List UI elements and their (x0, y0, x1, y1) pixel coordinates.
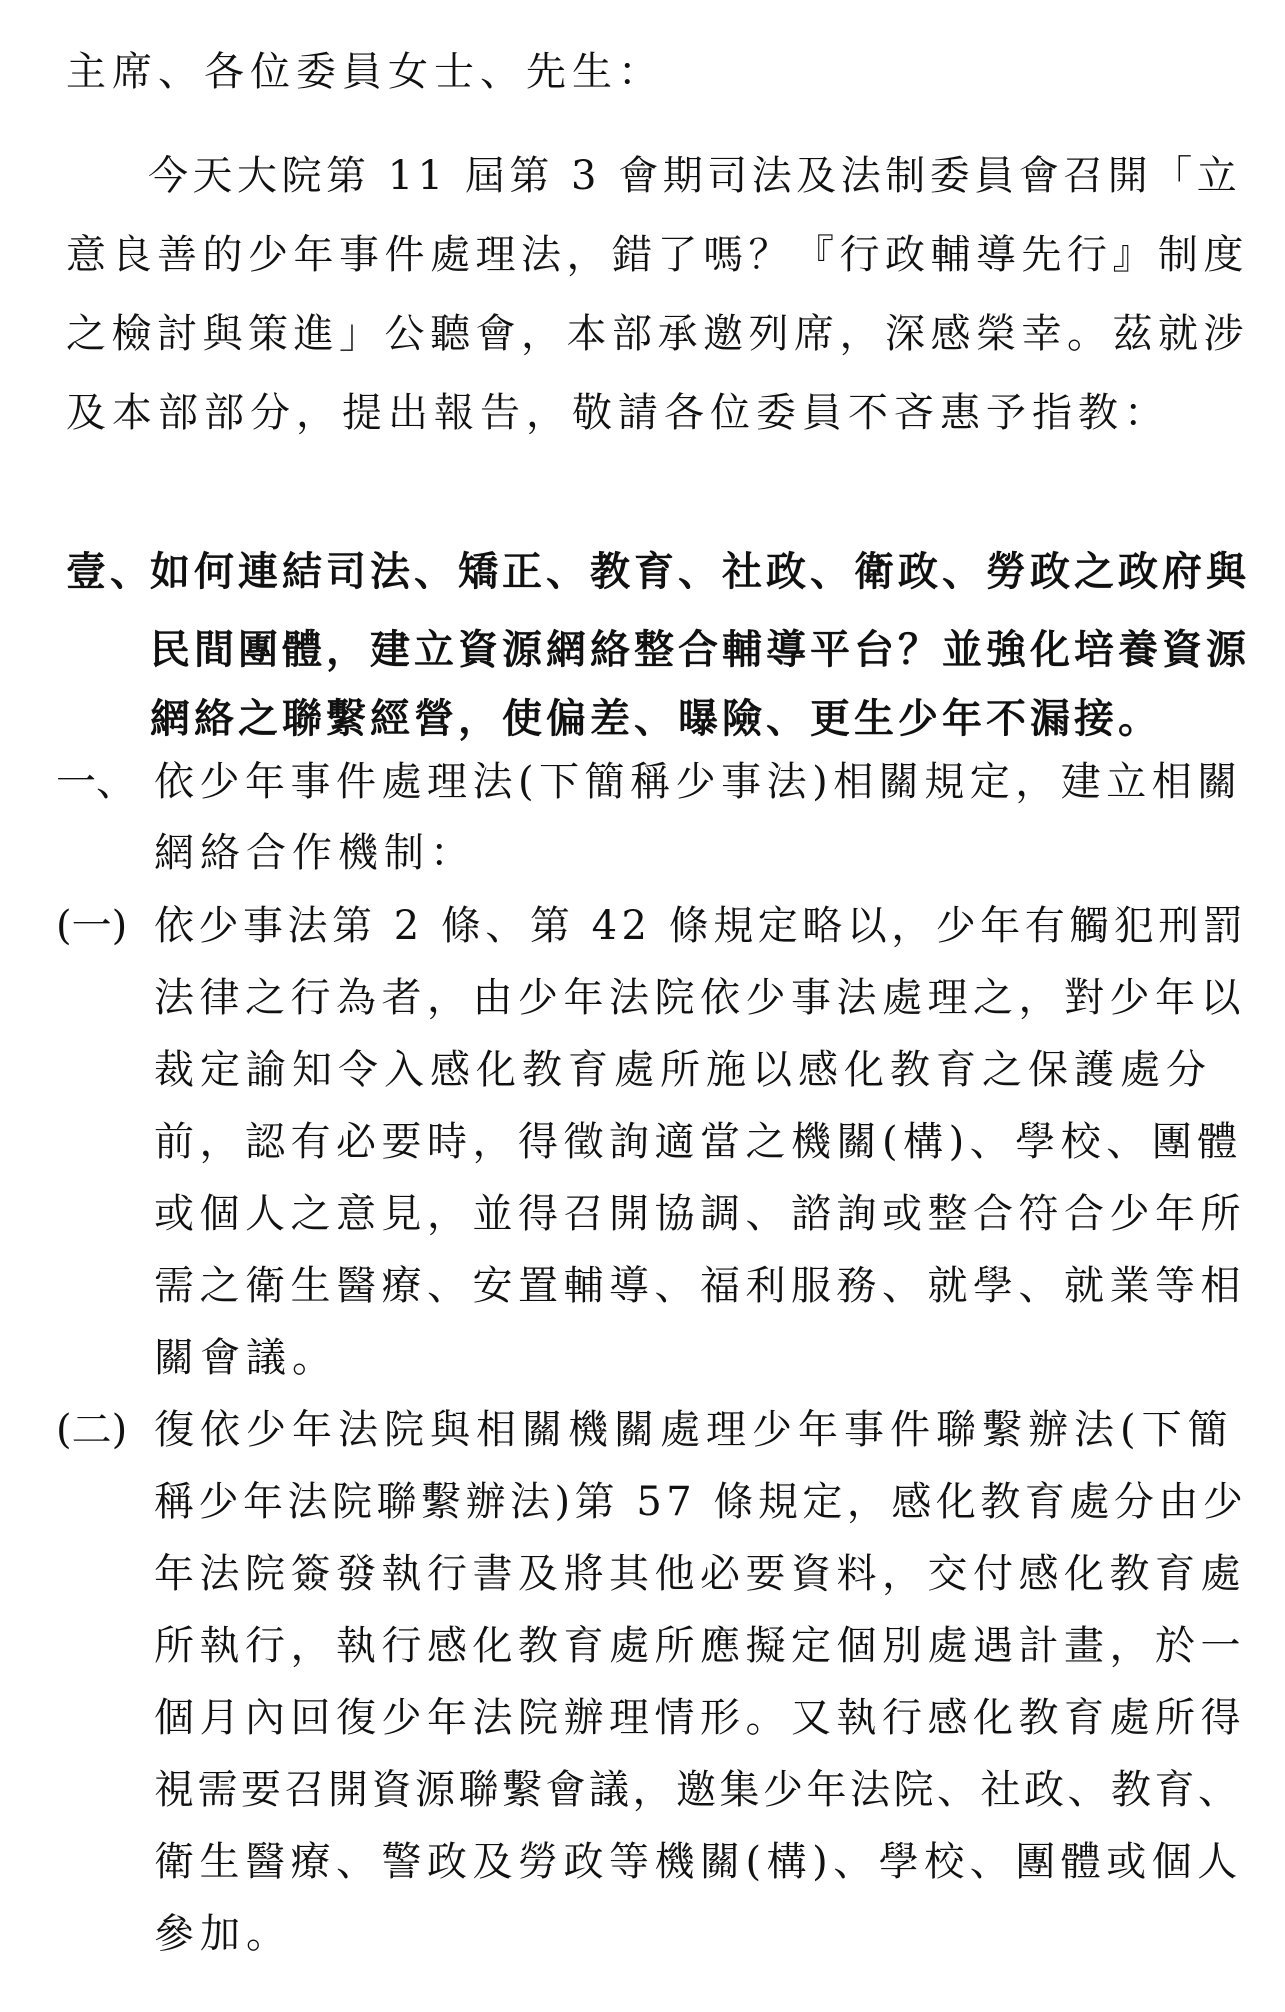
subitem-line: 復依少年法院與相關機關處理少年事件聯繫辦法(下簡 (154, 1407, 1234, 1453)
subitem-line: 需之衛生醫療、安置輔導、福利服務、就學、就業等相 (154, 1263, 1246, 1309)
intro-line: 今天大院第 11 屆第 3 會期司法及法制委員會召開「立 (148, 153, 1242, 199)
subitem-marker: (二) (56, 1407, 128, 1453)
subitem-line: 關會議。 (154, 1335, 338, 1381)
section-heading-line: 如何連結司法、矯正、教育、社政、衛政、勞政之政府與 (150, 548, 1250, 595)
subitem-line: 參加。 (154, 1911, 292, 1957)
intro-line: 意良善的少年事件處理法，錯了嗎？『行政輔導先行』制度 (66, 232, 1249, 278)
subitem-line: 衛生醫療、警政及勞政等機關(構)、學校、團體或個人 (154, 1839, 1243, 1885)
salutation: 主席、各位委員女士、先生： (66, 49, 664, 95)
subitem-line: 或個人之意見，並得召開協調、諮詢或整合符合少年所 (154, 1191, 1246, 1237)
subitem-line: 依少事法第 2 條、第 42 條規定略以，少年有觸犯刑罰 (154, 903, 1248, 949)
item-marker: 一、 (56, 759, 136, 805)
section-marker: 壹、 (66, 548, 154, 595)
section-heading-line: 網絡之聯繫經營，使偏差、曝險、更生少年不漏接。 (150, 695, 1162, 742)
item-line: 網絡合作機制： (154, 830, 476, 876)
section-heading-line: 民間團體，建立資源網絡整合輔導平台？並強化培養資源 (150, 626, 1250, 673)
subitem-line: 稱少年法院聯繫辦法)第 57 條規定，感化教育處分由少 (154, 1479, 1248, 1525)
subitem-line: 裁定諭知令入感化教育處所施以感化教育之保護處分 (154, 1047, 1212, 1093)
subitem-line: 前，認有必要時，得徵詢適當之機關(構)、學校、團體 (154, 1119, 1243, 1165)
item-line: 依少年事件處理法(下簡稱少事法)相關規定，建立相關 (154, 759, 1243, 805)
subitem-line: 視需要召開資源聯繫會議，邀集少年法院、社政、教育、 (154, 1767, 1242, 1813)
intro-line: 之檢討與策進」公聽會，本部承邀列席，深感榮幸。茲就涉 (66, 311, 1249, 357)
subitem-marker: (一) (56, 903, 128, 949)
subitem-line: 所執行，執行感化教育處所應擬定個別處遇計畫，於一 (154, 1623, 1246, 1669)
subitem-line: 個月內回復少年法院辦理情形。又執行感化教育處所得 (154, 1695, 1246, 1741)
subitem-line: 法律之行為者，由少年法院依少事法處理之，對少年以 (154, 975, 1246, 1021)
intro-line: 及本部部分，提出報告，敬請各位委員不吝惠予指教： (66, 390, 1170, 436)
subitem-line: 年法院簽發執行書及將其他必要資料，交付感化教育處 (154, 1551, 1246, 1597)
